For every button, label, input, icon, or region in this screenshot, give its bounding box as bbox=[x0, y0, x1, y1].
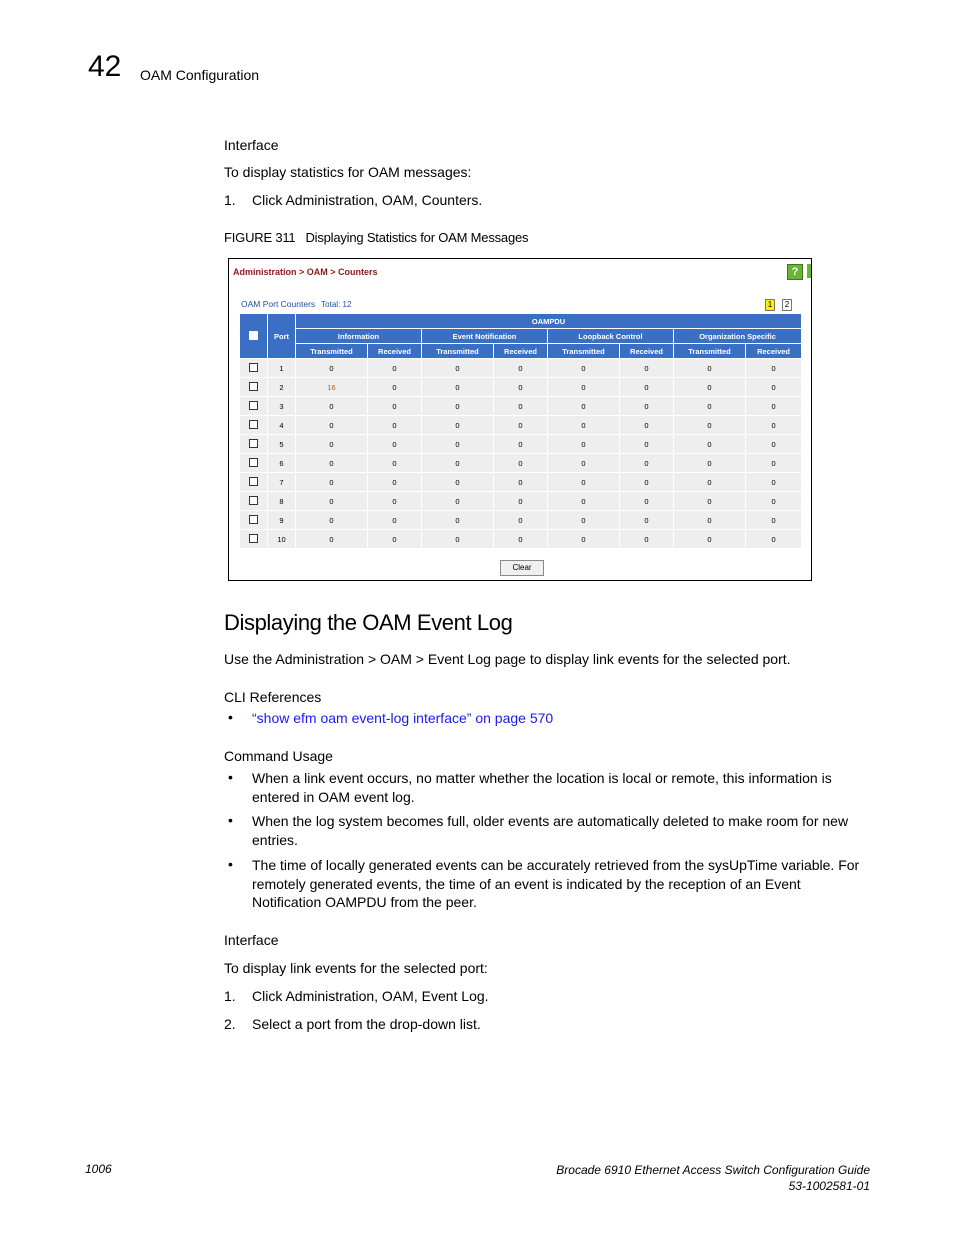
section-title bbox=[241, 299, 351, 309]
information-header: Information bbox=[296, 329, 422, 344]
select-all-checkbox[interactable] bbox=[249, 331, 258, 340]
figure-caption bbox=[224, 230, 528, 245]
counter-cell: 0 bbox=[620, 435, 674, 454]
counter-cell: 0 bbox=[674, 530, 746, 549]
page-2-link[interactable]: 2 bbox=[782, 299, 792, 311]
select-all-header[interactable] bbox=[240, 314, 268, 359]
page-1-link[interactable]: 1 bbox=[765, 299, 775, 311]
row-select-cell[interactable] bbox=[240, 454, 268, 473]
counter-cell: 0 bbox=[368, 492, 422, 511]
counter-cell: 0 bbox=[494, 378, 548, 397]
counter-cell: 0 bbox=[674, 416, 746, 435]
counter-cell: 0 bbox=[620, 359, 674, 378]
chapter-title: OAM Configuration bbox=[140, 67, 260, 83]
received-header: Received bbox=[368, 344, 422, 359]
oam-counters-screenshot bbox=[228, 258, 812, 581]
counter-cell: 0 bbox=[296, 416, 368, 435]
bullet: • bbox=[228, 856, 233, 872]
counter-cell: 0 bbox=[620, 397, 674, 416]
counters-table-body bbox=[240, 359, 802, 549]
received-header: Received bbox=[620, 344, 674, 359]
transmitted-header: Transmitted bbox=[422, 344, 494, 359]
counter-cell: 0 bbox=[494, 359, 548, 378]
row-select-cell[interactable] bbox=[240, 435, 268, 454]
counter-cell: 0 bbox=[296, 473, 368, 492]
counter-cell: 0 bbox=[746, 454, 802, 473]
counter-cell: 0 bbox=[368, 359, 422, 378]
counter-cell: 0 bbox=[368, 435, 422, 454]
counter-cell: 0 bbox=[674, 454, 746, 473]
counter-cell: 0 bbox=[548, 530, 620, 549]
figure-label: FIGURE 311 bbox=[224, 230, 296, 245]
port-cell: 5 bbox=[268, 435, 296, 454]
counter-cell: 0 bbox=[494, 473, 548, 492]
doc-title: Brocade 6910 Ethernet Access Switch Configuration Guide bbox=[556, 1163, 870, 1177]
counter-cell: 0 bbox=[548, 511, 620, 530]
cli-reference-link[interactable]: “show efm oam event-log interface” on page 570 bbox=[252, 710, 554, 726]
row-checkbox[interactable] bbox=[249, 515, 258, 524]
transmitted-header: Transmitted bbox=[296, 344, 368, 359]
counter-cell: 0 bbox=[494, 511, 548, 530]
row-checkbox[interactable] bbox=[249, 458, 258, 467]
row-checkbox[interactable] bbox=[249, 420, 258, 429]
port-cell: 4 bbox=[268, 416, 296, 435]
counter-cell: 0 bbox=[296, 397, 368, 416]
table-row bbox=[240, 435, 802, 454]
counter-cell: 0 bbox=[746, 435, 802, 454]
transmitted-header: Transmitted bbox=[674, 344, 746, 359]
row-select-cell[interactable] bbox=[240, 397, 268, 416]
counter-cell: 0 bbox=[746, 473, 802, 492]
counter-cell: 16 bbox=[296, 378, 368, 397]
counter-cell: 0 bbox=[674, 435, 746, 454]
intro-text: To display statistics for OAM messages: bbox=[224, 164, 472, 180]
interface-intro: To display link events for the selected port: bbox=[224, 960, 488, 976]
counter-cell: 0 bbox=[674, 378, 746, 397]
step-number: 1. bbox=[224, 988, 236, 1004]
row-checkbox[interactable] bbox=[249, 401, 258, 410]
counters-table bbox=[239, 313, 802, 549]
clear-button[interactable]: Clear bbox=[500, 560, 544, 576]
counter-cell: 0 bbox=[746, 492, 802, 511]
row-checkbox[interactable] bbox=[249, 363, 258, 372]
row-checkbox[interactable] bbox=[249, 439, 258, 448]
counter-cell: 0 bbox=[296, 530, 368, 549]
counter-cell: 0 bbox=[548, 416, 620, 435]
cli-references-heading: CLI References bbox=[224, 689, 322, 705]
counter-cell: 0 bbox=[548, 454, 620, 473]
row-select-cell[interactable] bbox=[240, 473, 268, 492]
counter-cell: 0 bbox=[746, 397, 802, 416]
counter-cell: 0 bbox=[422, 492, 494, 511]
port-header: Port bbox=[268, 314, 296, 359]
port-cell: 3 bbox=[268, 397, 296, 416]
table-row bbox=[240, 530, 802, 549]
counter-cell: 0 bbox=[494, 435, 548, 454]
counter-cell: 0 bbox=[296, 511, 368, 530]
interface-heading: Interface bbox=[224, 932, 279, 948]
table-row bbox=[240, 511, 802, 530]
counter-cell: 0 bbox=[422, 397, 494, 416]
counter-cell: 0 bbox=[620, 473, 674, 492]
counter-cell: 0 bbox=[548, 492, 620, 511]
port-cell: 10 bbox=[268, 530, 296, 549]
counter-cell: 0 bbox=[548, 378, 620, 397]
row-select-cell[interactable] bbox=[240, 530, 268, 549]
counter-cell: 0 bbox=[296, 492, 368, 511]
counter-cell: 0 bbox=[368, 416, 422, 435]
step-text: Select a port from the drop-down list. bbox=[252, 1016, 481, 1032]
counter-cell: 0 bbox=[296, 359, 368, 378]
counter-cell: 0 bbox=[494, 416, 548, 435]
received-header: Received bbox=[494, 344, 548, 359]
counter-cell: 0 bbox=[548, 359, 620, 378]
counter-cell: 0 bbox=[368, 378, 422, 397]
help-icon[interactable]: ? bbox=[787, 264, 803, 280]
counter-cell: 0 bbox=[494, 397, 548, 416]
breadcrumb: Administration > OAM > Counters bbox=[233, 267, 378, 277]
step-number: 2. bbox=[224, 1016, 236, 1032]
step-number: 1. bbox=[224, 192, 236, 208]
doc-number: 53-1002581-01 bbox=[788, 1179, 870, 1193]
counter-cell: 0 bbox=[674, 492, 746, 511]
counter-cell: 0 bbox=[422, 530, 494, 549]
table-row bbox=[240, 473, 802, 492]
counter-cell: 0 bbox=[422, 473, 494, 492]
counter-cell: 0 bbox=[620, 492, 674, 511]
counter-cell: 0 bbox=[368, 511, 422, 530]
row-checkbox[interactable] bbox=[249, 496, 258, 505]
counter-cell: 0 bbox=[368, 473, 422, 492]
counter-cell: 0 bbox=[674, 473, 746, 492]
counter-cell: 0 bbox=[422, 454, 494, 473]
counter-cell: 0 bbox=[746, 378, 802, 397]
row-select-cell[interactable] bbox=[240, 378, 268, 397]
counter-cell: 0 bbox=[368, 397, 422, 416]
table-row bbox=[240, 492, 802, 511]
counter-cell: 0 bbox=[674, 511, 746, 530]
step-text: Click Administration, OAM, Event Log. bbox=[252, 988, 489, 1004]
chapter-number: 42 bbox=[88, 50, 122, 83]
row-checkbox[interactable] bbox=[249, 382, 258, 391]
footer-doc-info bbox=[556, 1162, 870, 1194]
port-cell: 7 bbox=[268, 473, 296, 492]
counter-cell: 0 bbox=[296, 454, 368, 473]
counter-cell: 0 bbox=[422, 359, 494, 378]
received-header: Received bbox=[746, 344, 802, 359]
table-row bbox=[240, 378, 802, 397]
counter-cell: 0 bbox=[746, 511, 802, 530]
event-notification-header: Event Notification bbox=[422, 329, 548, 344]
counter-cell: 0 bbox=[368, 530, 422, 549]
table-row bbox=[240, 416, 802, 435]
counter-cell: 0 bbox=[368, 454, 422, 473]
counter-cell: 0 bbox=[746, 416, 802, 435]
section-title: Displaying the OAM Event Log bbox=[224, 610, 513, 635]
counter-cell: 0 bbox=[620, 454, 674, 473]
counter-cell: 0 bbox=[548, 397, 620, 416]
counter-cell: 0 bbox=[620, 416, 674, 435]
port-cell: 2 bbox=[268, 378, 296, 397]
section-title-text: OAM Port Counters bbox=[241, 299, 316, 309]
row-select-cell[interactable] bbox=[240, 492, 268, 511]
row-select-cell[interactable] bbox=[240, 511, 268, 530]
table-row bbox=[240, 359, 802, 378]
bullet: • bbox=[228, 769, 233, 785]
bullet: • bbox=[228, 812, 233, 828]
port-cell: 8 bbox=[268, 492, 296, 511]
counter-cell: 0 bbox=[494, 530, 548, 549]
counter-cell: 0 bbox=[674, 397, 746, 416]
counter-cell: 0 bbox=[494, 454, 548, 473]
command-usage-heading: Command Usage bbox=[224, 748, 333, 764]
step-text: Click Administration, OAM, Counters. bbox=[252, 192, 483, 208]
total-count: Total: 12 bbox=[321, 300, 352, 309]
transmitted-header: Transmitted bbox=[548, 344, 620, 359]
row-checkbox[interactable] bbox=[249, 534, 258, 543]
counter-cell: 0 bbox=[746, 530, 802, 549]
port-cell: 1 bbox=[268, 359, 296, 378]
counter-cell: 0 bbox=[422, 435, 494, 454]
port-cell: 6 bbox=[268, 454, 296, 473]
section-intro: Use the Administration > OAM > Event Log page to display link events for the selected port. bbox=[224, 651, 791, 667]
organization-specific-header: Organization Specific bbox=[674, 329, 802, 344]
help-icon-edge bbox=[807, 264, 811, 278]
oampdu-header: OAMPDU bbox=[296, 314, 802, 329]
bullet: • bbox=[228, 709, 233, 725]
counter-cell: 0 bbox=[746, 359, 802, 378]
counter-cell: 0 bbox=[422, 378, 494, 397]
counter-cell: 0 bbox=[620, 530, 674, 549]
usage-item: When a link event occurs, no matter whether the location is local or remote, this information is entered in OAM event log. bbox=[252, 770, 832, 805]
figure-caption-text: Displaying Statistics for OAM Messages bbox=[305, 230, 529, 245]
counter-cell: 0 bbox=[548, 435, 620, 454]
usage-item: The time of locally generated events can be accurately retrieved from the sysUpTime variable. For remotely generated events, the time of an event is indicated by the reception of an Event Notification OAMPDU from the peer. bbox=[252, 857, 860, 910]
usage-item: When the log system becomes full, older events are automatically deleted to make room for new entries. bbox=[252, 813, 849, 848]
counter-cell: 0 bbox=[296, 435, 368, 454]
table-row bbox=[240, 397, 802, 416]
row-checkbox[interactable] bbox=[249, 477, 258, 486]
port-cell: 9 bbox=[268, 511, 296, 530]
row-select-cell[interactable] bbox=[240, 359, 268, 378]
interface-heading: Interface bbox=[224, 137, 279, 153]
page-number: 1006 bbox=[85, 1162, 112, 1176]
counter-cell: 0 bbox=[422, 511, 494, 530]
counter-cell: 0 bbox=[674, 359, 746, 378]
counter-cell: 0 bbox=[620, 511, 674, 530]
loopback-control-header: Loopback Control bbox=[548, 329, 674, 344]
counter-cell: 0 bbox=[548, 473, 620, 492]
counter-cell: 0 bbox=[494, 492, 548, 511]
counter-cell: 0 bbox=[422, 416, 494, 435]
row-select-cell[interactable] bbox=[240, 416, 268, 435]
counter-cell: 0 bbox=[620, 378, 674, 397]
table-row bbox=[240, 454, 802, 473]
